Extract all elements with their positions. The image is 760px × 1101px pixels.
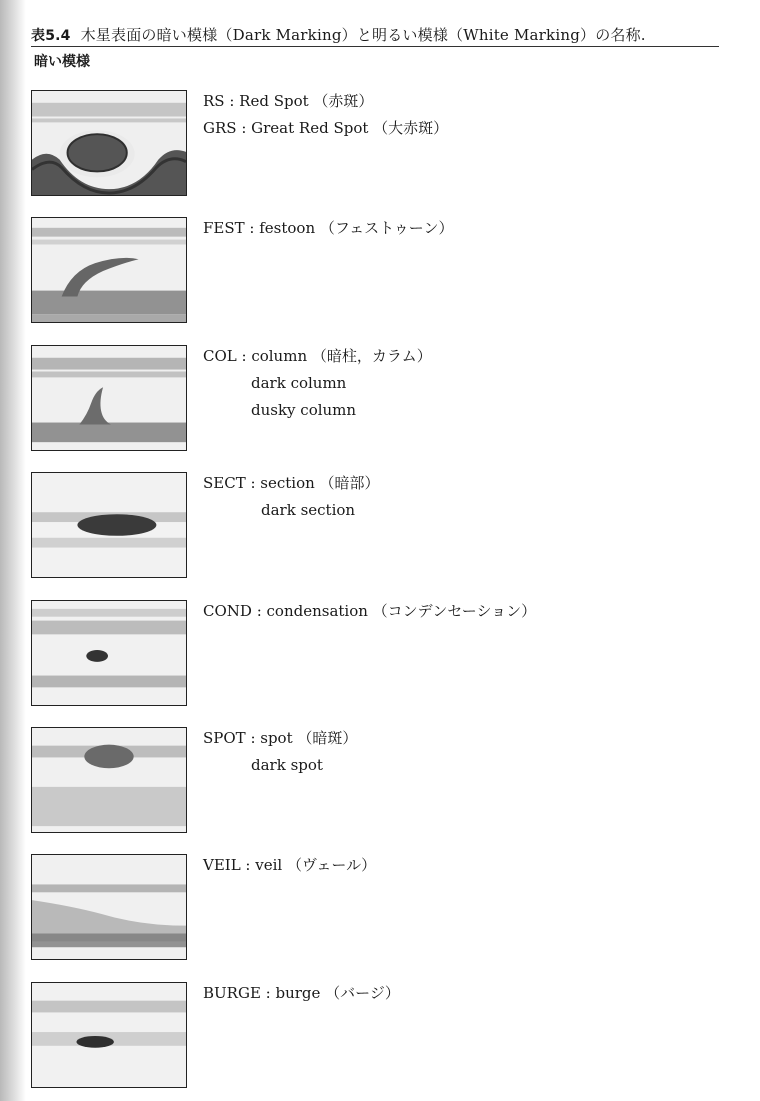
term-line: COND : condensation （コンデンセーション） [203,602,537,620]
term-line: FEST : festoon （フェストゥーン） [203,219,454,237]
spot-sketch [31,727,187,833]
veil-sketch [31,854,187,960]
marking-entry-condensation [0,600,760,710]
term-line: VEIL : veil （ヴェール） [203,856,377,874]
burge-sketch [31,982,187,1088]
caption-text: 木星表面の暗い模様（Dark Marking）と明るい模様（White Marking）の名称. [80,26,646,44]
alias-line: dark column [251,374,347,392]
marking-entry-festoon [0,217,760,327]
marking-entry-spot [0,727,760,837]
alias-line: dark section [261,501,356,519]
table-number: 表5.4 [31,28,71,44]
great-red-spot-sketch [31,90,187,196]
caption-rule [31,46,719,47]
marking-entry-veil [0,854,760,964]
marking-entry-red-spot [0,90,760,200]
section-heading: 暗い模様 [34,54,90,70]
marking-entry-burge [0,982,760,1092]
table-caption [31,24,731,45]
term-line: SPOT : spot （暗斑） [203,729,358,747]
term-line: COL : column （暗柱，カラム） [203,347,432,365]
term-line: BURGE : burge （バージ） [203,984,400,1002]
term-line: GRS : Great Red Spot （大赤斑） [203,119,449,137]
section-sketch [31,472,187,578]
alias-line: dark spot [251,756,323,774]
term-line: RS : Red Spot （赤斑） [203,92,374,110]
marking-entry-column [0,345,760,455]
festoon-sketch [31,217,187,323]
column-sketch [31,345,187,451]
condensation-sketch [31,600,187,706]
marking-entry-section [0,472,760,582]
term-line: SECT : section （暗部） [203,474,380,492]
alias-line: dusky column [251,401,357,419]
